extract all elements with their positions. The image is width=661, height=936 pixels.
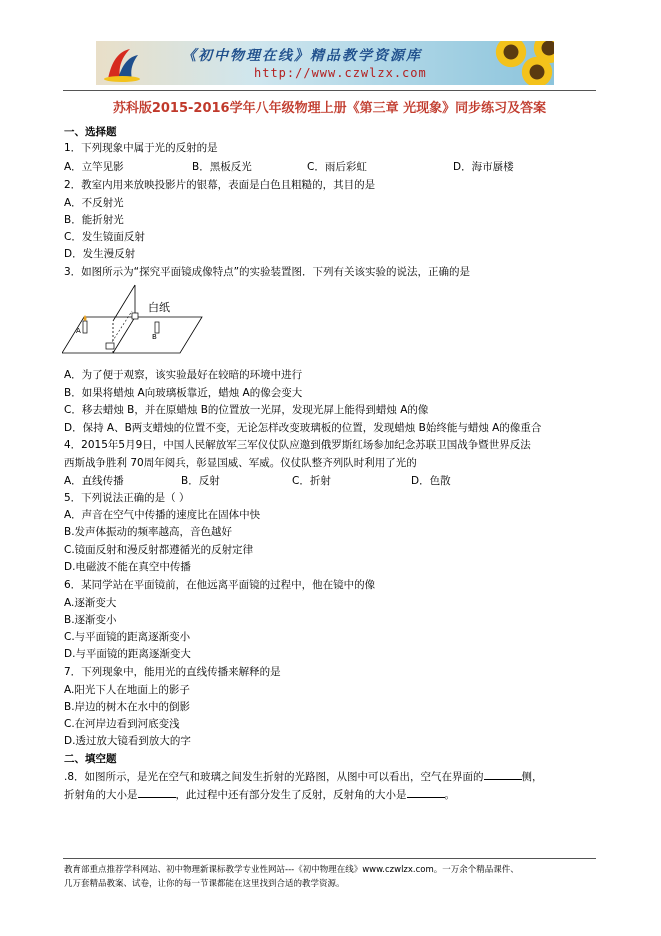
q5-option-c: C.镜面反射和漫反射都遵循光的反射定律 <box>64 544 254 556</box>
q4-option-c: C．折射 <box>292 475 331 487</box>
banner-title: 《初中物理在线》精品教学资源库 <box>182 48 422 64</box>
svg-text:A: A <box>76 327 81 335</box>
footer-line2: 几万套精品教案、试卷，让你的每一节课都能在这里找到合适的教学资源。 <box>64 879 345 889</box>
q4-option-d: D．色散 <box>411 475 451 487</box>
q1-option-d: D．海市蜃楼 <box>453 161 514 173</box>
q7-option-a: A.阳光下人在地面上的影子 <box>64 684 190 696</box>
q1-stem: 1．下列现象中属于光的反射的是 <box>64 142 218 154</box>
q1-option-b: B．黑板反光 <box>192 161 252 173</box>
section-heading-choice: 一、选择题 <box>64 126 117 138</box>
q5-option-a: A．声音在空气中传播的速度比在固体中快 <box>64 509 261 521</box>
q3-stem: 3．如图所示为“探究平面镜成像特点”的实验装置图．下列有关该实验的说法，正确的是 <box>64 266 471 278</box>
site-logo-icon <box>102 45 142 83</box>
q7-stem: 7．下列现象中，能用光的直线传播来解释的是 <box>64 666 281 678</box>
q2-option-b: B．能折射光 <box>64 214 124 226</box>
q6-option-c: C.与平面镜的距离逐渐变小 <box>64 631 191 643</box>
q3-option-b: B．如果将蜡烛 A向玻璃板靠近，蜡烛 A的像会变大 <box>64 387 303 399</box>
q4-option-b: B．反射 <box>181 475 220 487</box>
q2-stem: 2．教室内用来放映投影片的银幕，表面是白色且粗糙的，其目的是 <box>64 179 376 191</box>
q4-option-a: A．直线传播 <box>64 475 124 487</box>
q1-option-c: C．雨后彩虹 <box>307 161 367 173</box>
q7-option-d: D.透过放大镜看到放大的字 <box>64 735 191 747</box>
q6-option-a: A.逐渐变大 <box>64 597 117 609</box>
footer-divider <box>63 858 596 859</box>
q8-line2-tail: 。 <box>444 789 455 801</box>
q2-option-c: C．发生镜面反射 <box>64 231 145 243</box>
q8-line1-text: .8．如图所示，是光在空气和玻璃之间发生折射的光路图，从图中可以看出，空气在界面的 <box>64 771 484 783</box>
section-heading-fill: 二、填空题 <box>64 753 117 765</box>
q2-option-d: D．发生漫反射 <box>64 248 136 260</box>
answer-blank <box>484 769 522 780</box>
q4-stem-line1: 4．2015年5月9日，中国人民解放军三军仪仗队应邀到俄罗斯红场参加纪念苏联卫国战争暨世界反法 <box>64 439 531 451</box>
q6-option-d: D.与平面镜的距离逐渐变大 <box>64 648 191 660</box>
footer-line1: 教育部重点推荐学科网站、初中物理新课标教学专业性网站---《初中物理在线》www.czwlzx.com。一万余个精品课件、 <box>64 865 519 875</box>
q8-line2 <box>64 787 455 802</box>
q7-option-c: C.在河岸边看到河底变浅 <box>64 718 180 730</box>
answer-blank <box>407 787 445 798</box>
q1-option-a: A．立竿见影 <box>64 161 124 173</box>
q8-line1-tail: 侧， <box>521 771 543 783</box>
q2-option-a: A．不反射光 <box>64 197 124 209</box>
q8-line1 <box>64 769 543 784</box>
header-banner <box>96 41 554 85</box>
q3-option-d: D．保持 A、B两支蜡烛的位置不变，无论怎样改变玻璃板的位置，发现蜡烛 B始终能与蜡烛 A的像重合 <box>64 422 542 434</box>
q8-line2-text: 折射角的大小是 <box>64 789 138 801</box>
q5-option-b: B.发声体振动的频率越高，音色越好 <box>64 526 233 538</box>
q8-line2-mid: ，此过程中还有部分发生了反射，反射角的大小是 <box>175 789 407 801</box>
q4-stem-line2: 西斯战争胜利 70周年阅兵，彰显国威、军威。仪仗队整齐列队时利用了光的 <box>64 457 417 469</box>
q7-option-b: B.岸边的树木在水中的倒影 <box>64 701 191 713</box>
header-divider <box>63 90 596 91</box>
answer-blank <box>138 787 176 798</box>
q6-option-b: B.逐渐变小 <box>64 614 117 626</box>
plane-mirror-diagram <box>62 281 212 355</box>
q3-option-a: A．为了便于观察，该实验最好在较暗的环境中进行 <box>64 369 303 381</box>
svg-text:B: B <box>152 333 157 341</box>
q5-stem: 5．下列说法正确的是（ ） <box>64 492 190 504</box>
q5-option-d: D.电磁波不能在真空中传播 <box>64 561 191 573</box>
banner-url: http://www.czwlzx.com <box>254 66 427 80</box>
page-title: 苏科版2015-2016学年八年级物理上册《第三章 光现象》同步练习及答案 <box>112 101 547 116</box>
figure-label-white-paper: 白纸 <box>148 301 170 314</box>
q6-stem: 6．某同学站在平面镜前，在他远离平面镜的过程中，他在镜中的像 <box>64 579 376 591</box>
q3-option-c: C．移去蜡烛 B，并在原蜡烛 B的位置放一光屏，发现光屏上能得到蜡烛 A的像 <box>64 404 429 416</box>
